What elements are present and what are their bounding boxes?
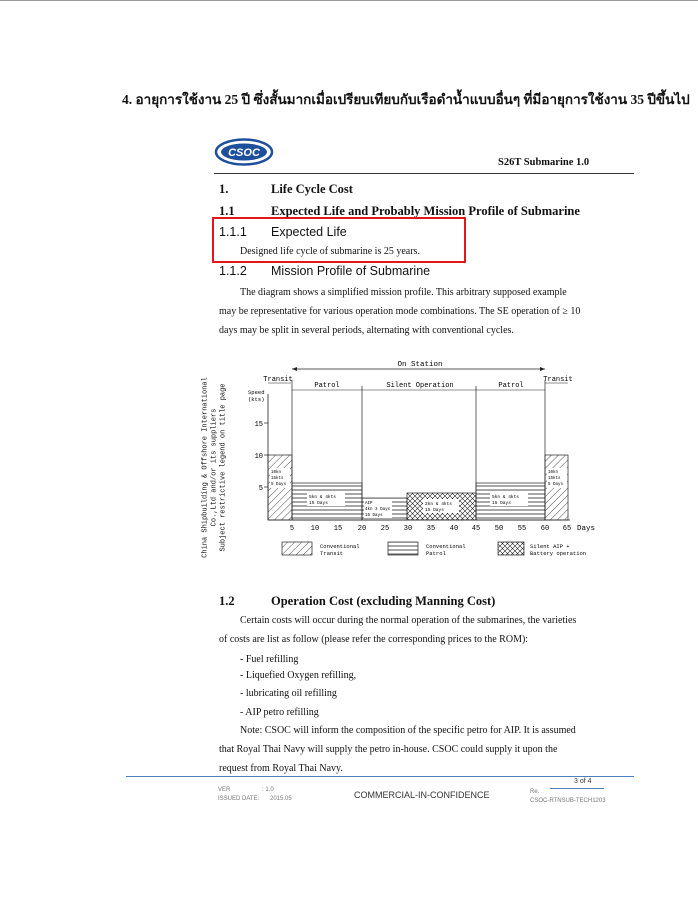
legend-patrol-2: Patrol xyxy=(426,550,446,557)
x-tick-40: 40 xyxy=(449,525,459,533)
patrol-1-line-2: 15 Days xyxy=(309,501,328,506)
segment-patrol-2: Patrol xyxy=(498,382,524,390)
footer-ref-label: Re. xyxy=(530,789,540,795)
transit-1-line-3: 5 Days xyxy=(271,483,287,487)
mission-para-line-3: days may be split in several periods, alternating with conventional cycles. xyxy=(219,325,514,336)
page-number: 3 of 4 xyxy=(574,778,592,785)
operation-para-line-1: Certain costs will occur during the normal operation of the submarines, the varieties xyxy=(240,615,577,626)
transit-1-line-1: 10kn xyxy=(271,471,282,475)
footer-page-rule xyxy=(550,788,604,789)
legend-silent-2: Battery operation xyxy=(530,550,587,557)
battery-line-1: 2kn & 4kts xyxy=(425,502,453,507)
side-restrictive-note xyxy=(202,363,229,573)
y-tick-10: 10 xyxy=(254,453,263,461)
legend-swatch-silent xyxy=(498,542,524,555)
header-rule xyxy=(214,173,634,174)
page-top-rule xyxy=(0,0,698,1)
y-tick-5: 5 xyxy=(258,485,263,493)
footer-ver-label: VER xyxy=(218,787,231,793)
document-id: S26T Submarine 1.0 xyxy=(498,157,590,168)
patrol-2-line-2: 15 Days xyxy=(492,501,511,506)
transit-2-line-3: 5 Days xyxy=(548,483,564,487)
section-1-title: Life Cycle Cost xyxy=(271,182,353,196)
footer-ref-value: CSOC-RTNSUB-TECH1203 xyxy=(530,798,606,804)
legend-patrol-1: Conventional xyxy=(426,543,466,550)
cost-item-oil: - lubricating oil refilling xyxy=(240,688,337,699)
legend-silent-1: Silent AIP + xyxy=(530,543,570,550)
segment-transit-2: Transit xyxy=(543,376,573,384)
expected-life-text: Designed life cycle of submarine is 25 years. xyxy=(240,246,420,257)
x-tick-35: 35 xyxy=(426,525,436,533)
legend-transit-1: Conventional xyxy=(320,543,360,550)
transit-2-line-1: 10kn xyxy=(548,471,559,475)
cost-item-aip-petro: - AIP petro refilling xyxy=(240,707,319,718)
logo-text: CSOC xyxy=(228,147,260,159)
cost-item-fuel: - Fuel refilling xyxy=(240,654,299,665)
legend-transit-2: Transit xyxy=(320,550,344,557)
patrol-2-line-1: 5kn & 4kts xyxy=(492,495,520,500)
x-tick-labels xyxy=(290,525,571,533)
y-tick-15: 15 xyxy=(254,421,263,429)
transit-2-line-2: 15kts xyxy=(548,477,561,481)
footer-ver-value: : 1.0 xyxy=(262,787,274,793)
section-1-2-title: Operation Cost (excluding Manning Cost) xyxy=(271,594,496,608)
x-tick-60: 60 xyxy=(540,525,550,533)
note-line-2: that Royal Thai Navy will supply the petro in-house. CSOC could supply it upon the xyxy=(219,744,558,755)
x-axis-unit: Days xyxy=(577,525,596,533)
mission-para-line-2: may be representative for various operation mode combinations. The SE operation of ≥ 10 xyxy=(219,306,581,317)
aip-line-2: 4kn 3 Days xyxy=(365,508,391,512)
section-1-2-number: 1.2 xyxy=(219,594,235,608)
footer-issued-value: 2015.05 xyxy=(270,796,292,802)
x-tick-55: 55 xyxy=(517,525,527,533)
y-axis-title-2: (kts) xyxy=(248,396,265,403)
section-1-1-2-number: 1.1.2 xyxy=(219,264,247,278)
section-1-1-1-number: 1.1.1 xyxy=(219,225,247,239)
x-tick-10: 10 xyxy=(310,525,320,533)
csoc-logo xyxy=(214,137,274,167)
on-station-label: On Station xyxy=(397,361,443,369)
mission-profile-diagram xyxy=(240,356,610,564)
x-tick-5: 5 xyxy=(289,525,295,533)
cost-item-oxygen: - Liquefied Oxygen refilling, xyxy=(240,670,357,681)
segment-patrol-1: Patrol xyxy=(314,382,340,390)
segment-silent-operation: Silent Operation xyxy=(386,382,454,390)
footer-issued-label: ISSUED DATE: xyxy=(218,796,260,802)
legend-swatch-patrol xyxy=(388,542,418,555)
y-axis-title-1: Speed xyxy=(248,389,265,396)
legend-swatch-transit xyxy=(282,542,312,555)
section-1-number: 1. xyxy=(219,182,229,196)
x-tick-30: 30 xyxy=(403,525,413,533)
side-note-line-1: China Shipbuilding & Offshore International Co.,Ltd and/or its suppliers xyxy=(201,377,219,558)
highlight-box xyxy=(212,217,466,263)
x-tick-20: 20 xyxy=(357,525,367,533)
battery-line-2: 15 Days xyxy=(425,508,444,513)
section-1-1-title: Expected Life and Probably Mission Profile of Submarine xyxy=(271,204,580,218)
note-line-3: request from Royal Thai Navy. xyxy=(219,763,343,774)
footer-rule xyxy=(126,776,634,777)
thai-heading: 4. อายุการใช้งาน 25 ปี ซึ่งสั้นมากเมื่อเปรียบเทียบกับเรือดำน้ำแบบอื่นๆ ที่มีอายุการใช้งาน 35 ปีขึ้นไป xyxy=(122,92,690,107)
note-line-1: Note: CSOC will inform the composition of the specific petro for AIP. It is assumed xyxy=(240,725,576,736)
x-tick-25: 25 xyxy=(380,525,390,533)
aip-line-3: 15 Days xyxy=(365,514,383,518)
section-1-1-number: 1.1 xyxy=(219,204,235,218)
patrol-1-line-1: 5kn & 4kts xyxy=(309,495,337,500)
aip-line-1: AIP xyxy=(365,502,373,506)
footer-confidentiality: COMMERCIAL-IN-CONFIDENCE xyxy=(354,790,490,800)
operation-para-line-2: of costs are list as follow (please refer the corresponding prices to the ROM): xyxy=(219,634,529,645)
section-1-1-1-title: Expected Life xyxy=(271,225,347,239)
x-tick-15: 15 xyxy=(333,525,343,533)
transit-1-line-2: 15kts xyxy=(271,477,284,481)
x-tick-50: 50 xyxy=(494,525,504,533)
x-tick-45: 45 xyxy=(471,525,481,533)
section-1-1-2-title: Mission Profile of Submarine xyxy=(271,264,431,278)
mission-para-line-1: The diagram shows a simplified mission profile. This arbitrary supposed example xyxy=(240,287,567,298)
segment-transit-1: Transit xyxy=(263,376,293,384)
side-note-line-2: Subject restrictive legend on title page xyxy=(219,383,228,552)
x-tick-65: 65 xyxy=(562,525,572,533)
